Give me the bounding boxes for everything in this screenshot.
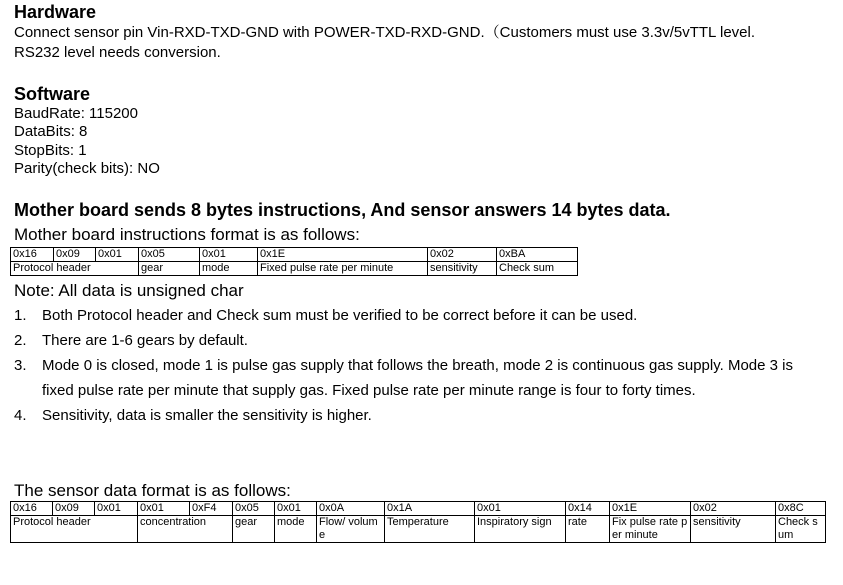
instruction-hex-row (11, 248, 578, 262)
sensor-hex-cell: 0x1A (385, 502, 475, 516)
list-text: Both Protocol header and Check sum must be verified to be correct before it can be used. (42, 307, 638, 324)
sensor-label-cell: gear (233, 516, 275, 543)
instruction-label-cell: Fixed pulse rate per minute (258, 262, 428, 276)
instruction-label-cell: mode (200, 262, 258, 276)
sensor-hex-cell: 0x8C (776, 502, 826, 516)
list-item (14, 353, 819, 403)
sensor-hex-row (11, 502, 826, 516)
hardware-line-2: RS232 level needs conversion. (14, 44, 221, 61)
instruction-hex-cell: 0x09 (54, 248, 96, 262)
sensor-hex-cell: 0x02 (691, 502, 776, 516)
hardware-heading: Hardware (14, 2, 97, 22)
sensor-label-cell: mode (275, 516, 317, 543)
sensor-hex-cell: 0x01 (95, 502, 138, 516)
instruction-format-caption: Mother board instructions format is as follows: (14, 225, 360, 244)
sensor-hex-cell: 0x0A (317, 502, 385, 516)
sensor-hex-cell: 0xF4 (190, 502, 233, 516)
list-number: 1. (14, 307, 27, 324)
sensor-label-cell: sensitivity (691, 516, 776, 543)
data-bits-text: DataBits: 8 (14, 123, 88, 140)
sensor-label-cell: concentration (138, 516, 233, 543)
sensor-hex-cell: 0x09 (53, 502, 95, 516)
instruction-hex-cell: 0x01 (200, 248, 258, 262)
sensor-hex-cell: 0x01 (138, 502, 190, 516)
sensor-format-table (10, 501, 826, 543)
sensor-hex-cell: 0x16 (11, 502, 53, 516)
instruction-hex-cell: 0x02 (428, 248, 497, 262)
sensor-label-cell: Temperature (385, 516, 475, 543)
instruction-format-table (10, 247, 578, 276)
list-number: 2. (14, 332, 27, 349)
list-text: Sensitivity, data is smaller the sensitivity is higher. (42, 407, 372, 424)
unsigned-char-note: Note: All data is unsigned char (14, 281, 244, 300)
instruction-label-row (11, 262, 578, 276)
sensor-hex-cell: 0x01 (275, 502, 317, 516)
sensor-label-cell: Flow/ volume (317, 516, 385, 543)
sensor-hex-cell: 0x05 (233, 502, 275, 516)
instruction-hex-cell: 0x05 (139, 248, 200, 262)
list-item (14, 403, 819, 428)
sensor-label-cell: Inspiratory sign (475, 516, 566, 543)
protocol-heading: Mother board sends 8 bytes instructions, And sensor answers 14 bytes data. (14, 200, 671, 220)
sensor-label-row (11, 516, 826, 543)
instruction-hex-cell: 0x01 (96, 248, 139, 262)
instruction-label-cell: gear (139, 262, 200, 276)
sensor-label-cell: Check sum (776, 516, 826, 543)
instruction-label-cell: sensitivity (428, 262, 497, 276)
sensor-hex-cell: 0x01 (475, 502, 566, 516)
parity-text: Parity(check bits): NO (14, 160, 160, 177)
list-number: 3. (14, 357, 27, 374)
baud-rate-text: BaudRate: 115200 (14, 105, 138, 122)
instruction-hex-cell: 0xBA (497, 248, 578, 262)
software-heading: Software (14, 84, 91, 104)
instruction-hex-cell: 0x16 (11, 248, 54, 262)
sensor-label-cell: rate (566, 516, 610, 543)
sensor-hex-cell: 0x14 (566, 502, 610, 516)
list-number: 4. (14, 407, 27, 424)
list-text: Mode 0 is closed, mode 1 is pulse gas supply that follows the breath, mode 2 is continuous gas supply. Mode 3 is fixed pulse rate per minute that supply gas. Fixed pulse rate per minute range is four to forty times. (42, 357, 793, 399)
sensor-label-cell: Protocol header (11, 516, 138, 543)
instruction-label-cell: Protocol header (11, 262, 139, 276)
sensor-hex-cell: 0x1E (610, 502, 691, 516)
sensor-label-cell: Fix pulse rate per minute (610, 516, 691, 543)
list-item (14, 328, 819, 353)
stop-bits-text: StopBits: 1 (14, 142, 87, 159)
hardware-line-1: Connect sensor pin Vin-RXD-TXD-GND with POWER-TXD-RXD-GND.（Customers must use 3.3v/5vTTL level. (14, 24, 756, 41)
notes-list (14, 303, 819, 428)
list-text: There are 1-6 gears by default. (42, 332, 248, 349)
list-item (14, 303, 819, 328)
instruction-hex-cell: 0x1E (258, 248, 428, 262)
sensor-format-caption: The sensor data format is as follows: (14, 481, 291, 500)
instruction-label-cell: Check sum (497, 262, 578, 276)
